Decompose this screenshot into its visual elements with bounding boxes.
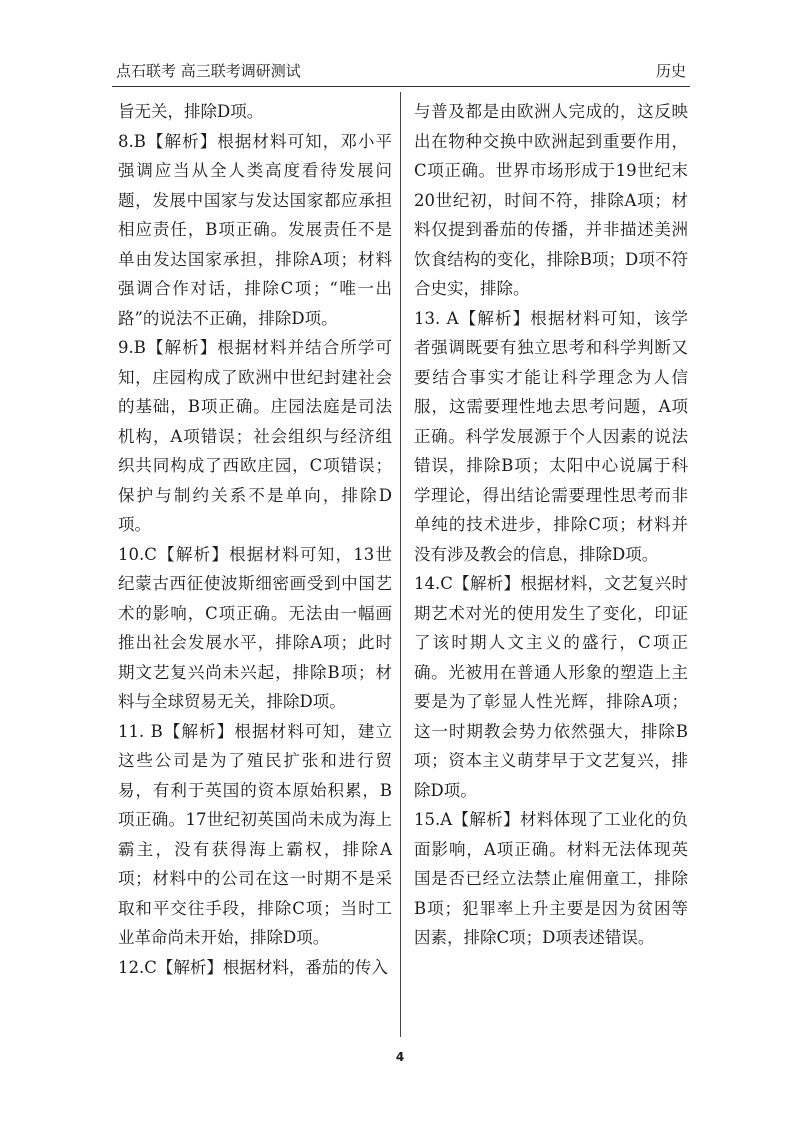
answer-12-start: 12.C【解析】根据材料，番茄的传入 — [118, 957, 388, 977]
header-rule — [112, 86, 690, 87]
answer-14: 14.C【解析】根据材料，文艺复兴时期艺术对光的使用发生了变化，印证了该时期人文主义的盛行，C项正确。光被用在普通人形象的塑造上主要是为了彰显人性光辉，排除A项；这一时期教会势力依然强大，排除B项；资本主义萌芽早于文艺复兴，排除D项。 — [414, 574, 688, 800]
answer-13: 13. A【解析】根据材料可知，该学者强调既要有独立思考和科学判断又要结合事实才能让科学理念为人信服，这需要理性地去思考问题，A项正确。科学发展源于个人因素的说法错误，排除B项；太阳中心说属于科学理论，得出结论需要理性思考而非单纯的技术进步，排除C项；材料并没有涉及教会的信息，排除D项。 — [414, 308, 688, 564]
answer-8: 8.B【解析】根据材料可知，邓小平强调应当从全人类高度看待发展问题，发展中国家与发达国家都应承担相应责任，B项正确。发展责任不是单由发达国家承担，排除A项；材料强调合作对话，排除C项；“唯一出路”的说法不正确，排除D项。 — [118, 131, 392, 328]
column-divider — [400, 92, 401, 1037]
answer-12-end: 与普及都是由欧洲人完成的，这反映出在物种交换中欧洲起到重要作用，C项正确。世界市场形成于19世纪末20世纪初，时间不符，排除A项；材料仅提到番茄的传播，并非描述美洲饮食结构的变化，排除B项；D项不符合史实，排除。 — [414, 102, 688, 298]
right-column — [414, 97, 688, 953]
answer-10: 10.C【解析】根据材料可知，13世纪蒙古西征使波斯细密画受到中国艺术的影响，C项正确。无法由一幅画推出社会发展水平，排除A项；此时期文艺复兴尚未兴起，排除B项；材料与全球贸易无关，排除D项。 — [118, 544, 392, 711]
answer-11: 11. B【解析】根据材料可知，建立这些公司是为了殖民扩张和进行贸易，有利于英国的资本原始积累，B项正确。17世纪初英国尚未成为海上霸主，没有获得海上霸权，排除A项；材料中的公司在这一时期不是采取和平交往手段，排除C项；当时工业革命尚未开始，排除D项。 — [118, 721, 392, 947]
page-number: 4 — [395, 1050, 405, 1064]
left-column — [118, 97, 392, 982]
header-subject: 历史 — [655, 62, 686, 80]
header-title: 点石联考 高三联考调研测试 — [116, 62, 301, 80]
answer-9: 9.B【解析】根据材料并结合所学可知，庄园构成了欧洲中世纪封建社会的基础，B项正确。庄园法庭是司法机构，A项错误；社会组织与经济组织共同构成了西欧庄园，C项错误；保护与制约关系不是单向，排除D项。 — [118, 338, 392, 534]
page-header — [116, 58, 686, 84]
answer-fragment-7: 旨无关，排除D项。 — [118, 102, 264, 121]
answer-15: 15.A【解析】材料体现了工业化的负面影响，A项正确。材料无法体现英国是否已经立法禁止雇佣童工，排除B项；犯罪率上升主要是因为贫困等因素，排除C项；D项表述错误。 — [414, 810, 688, 947]
